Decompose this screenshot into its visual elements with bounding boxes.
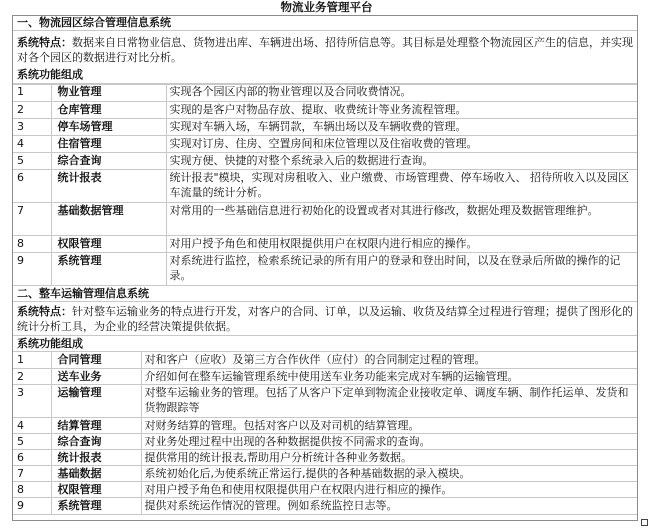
module-name: 基础数据管理 (51, 202, 166, 235)
page-title: 物流业务管理平台 (280, 0, 373, 14)
module-description: 统计报表"模块，实现对房租收入、业户缴费、市场管理费、停车场收入、 招待所收入以及园区车流量的统计分析。 (166, 169, 637, 202)
module-description: 系统初始化后,为使系统正常运行,提供的各种基础数据的录入模块。 (141, 465, 637, 481)
module-name: 物业管理 (51, 84, 166, 101)
section1-modules-table (13, 84, 637, 286)
module-name: 系统管理 (51, 252, 166, 285)
module-name: 停车场管理 (51, 118, 166, 135)
row-number: 5 (13, 152, 51, 169)
row-number: 7 (13, 465, 51, 481)
row-number: 3 (13, 384, 51, 417)
section2-heading: 二、整车运输管理信息系统 (13, 286, 637, 302)
table-row (13, 84, 637, 101)
table-row (13, 235, 637, 252)
module-description: 介绍如何在整车运输管理系统中使用送车业务功能来完成对车辆的运输管理。 (141, 368, 637, 384)
table-row (13, 417, 637, 433)
row-number: 9 (13, 497, 51, 514)
row-number: 6 (13, 169, 51, 202)
module-name: 系统管理 (51, 497, 141, 514)
module-description: 对财务结算的管理。包括对客户以及对司机的结算管理。 (141, 417, 637, 433)
module-description: 对业务处理过程中出现的各种数据提供按不同需求的查询。 (141, 433, 637, 449)
row-number: 8 (13, 481, 51, 497)
module-name: 统计报表 (51, 449, 141, 465)
module-description: 对和客户（应收）及第三方合作伙伴（应付）的合同制定过程的管理。 (141, 352, 637, 368)
row-number: 1 (13, 352, 51, 368)
row-number: 2 (13, 101, 51, 118)
row-number: 5 (13, 433, 51, 449)
module-description: 对用户授予角色和使用权限提供用户在权限内进行相应的操作。 (141, 481, 637, 497)
row-number: 3 (13, 118, 51, 135)
table-row (13, 152, 637, 169)
table-row (13, 481, 637, 497)
table-row (13, 497, 637, 514)
section1-feature-text: 数据来自日常物业信息、货物进出库、车辆进出场、招待所信息等。其目标是处理整个物流园区产生的信息，并实现对各个园区的数据进行对比分析。 (17, 36, 633, 64)
module-description: 实现对订房、住房、空置房间和床位管理以及住宿收费的管理。 (166, 135, 637, 152)
module-name: 仓库管理 (51, 101, 166, 118)
row-number: 4 (13, 417, 51, 433)
row-number: 6 (13, 449, 51, 465)
table-row (13, 169, 637, 202)
table-row (13, 252, 637, 285)
section2-modules-table (13, 352, 637, 515)
module-description: 提供常用的统计报表,帮助用户分析统计各种业务数据。 (141, 449, 637, 465)
table-row (13, 465, 637, 481)
document-frame (12, 15, 638, 521)
module-description: 提供对系统运作情况的管理。例如系统监控日志等。 (141, 497, 637, 514)
module-name: 统计报表 (51, 169, 166, 202)
section2-feature (13, 302, 637, 336)
table-row (13, 433, 637, 449)
row-number: 9 (13, 252, 51, 285)
module-name: 权限管理 (51, 235, 166, 252)
table-row (13, 202, 637, 235)
row-number: 8 (13, 235, 51, 252)
module-description: 实现对车辆入场，车辆罚款，车辆出场以及车辆收费的管理。 (166, 118, 637, 135)
module-name: 权限管理 (51, 481, 141, 497)
table-row (13, 368, 637, 384)
module-description: 对常用的一些基础信息进行初始化的设置或者对其进行修改，数据处理及数据管理维护。 (166, 202, 637, 235)
module-description: 实现各个园区内部的物业管理以及合同收费情况。 (166, 84, 637, 101)
row-number: 1 (13, 84, 51, 101)
module-description: 对用户授予角色和使用权限提供用户在权限内进行相应的操作。 (166, 235, 637, 252)
table-row (13, 352, 637, 368)
table-row (13, 135, 637, 152)
section2-feature-label: 系统特点： (17, 305, 72, 318)
section1-feature-label: 系统特点： (17, 36, 72, 49)
module-name: 综合查询 (51, 152, 166, 169)
section1-modules-heading: 系统功能组成 (13, 67, 637, 84)
module-description: 实现方便、快捷的对整个系统录入后的数据进行查询。 (166, 152, 637, 169)
module-name: 住宿管理 (51, 135, 166, 152)
table-row (13, 118, 637, 135)
module-name: 基础数据 (51, 465, 141, 481)
module-name: 合同管理 (51, 352, 141, 368)
module-description: 实现的是客户对物品存放、提取、收费统计等业务流程管理。 (166, 101, 637, 118)
module-name: 送车业务 (51, 368, 141, 384)
row-number: 2 (13, 368, 51, 384)
section2-feature-text: 针对整车运输业务的特点进行开发，对客户的合同、订单，以及运输、收货及结算全过程进行管理；提供了图形化的统计分析工具，为企业的经营决策提供依据。 (17, 305, 633, 333)
row-number: 7 (13, 202, 51, 235)
module-name: 结算管理 (51, 417, 141, 433)
section2-modules-heading: 系统功能组成 (13, 336, 637, 352)
module-description: 对系统进行监控，检索系统记录的所有用户的登录和登出时间，以及在登录后所做的操作的记录。 (166, 252, 637, 285)
module-name: 运输管理 (51, 384, 141, 417)
table-row (13, 101, 637, 118)
section1-heading: 一、物流园区综合管理信息系统 (13, 16, 637, 31)
module-name: 综合查询 (51, 433, 141, 449)
table-row (13, 384, 637, 417)
table-row (13, 449, 637, 465)
module-description: 对整车运输业务的管理。包括了从客户下定单到物流企业接收定单、调度车辆、制作托运单、发货和货物跟踪等 (141, 384, 637, 417)
resize-handle-icon (641, 519, 648, 526)
row-number: 4 (13, 135, 51, 152)
